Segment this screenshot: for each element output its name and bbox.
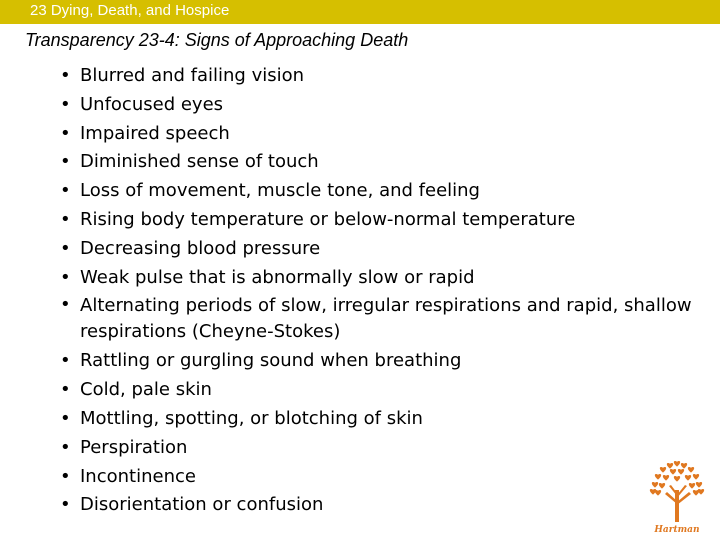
heart-tree-icon — [650, 461, 704, 522]
bullet-icon: • — [60, 208, 71, 230]
list-item — [60, 376, 700, 405]
list-item-text: Unfocused eyes — [80, 93, 224, 115]
list-item-text: Impaired speech — [80, 122, 230, 144]
heart-icon — [659, 483, 665, 489]
heart-icon — [650, 489, 656, 495]
list-item-text: Weak pulse that is abnormally slow or rapid — [80, 266, 475, 288]
list-item — [60, 120, 700, 149]
list-item — [60, 405, 700, 434]
list-item-text: Cold, pale skin — [80, 379, 212, 401]
heart-icon — [685, 475, 691, 481]
list-item — [60, 62, 700, 91]
list-item-text: Decreasing blood pressure — [80, 237, 321, 259]
heart-icon — [681, 463, 687, 469]
heart-icon — [693, 474, 699, 480]
list-item-text: Diminished sense of touch — [80, 151, 319, 173]
bullet-icon: • — [60, 151, 71, 173]
heart-icon — [689, 483, 695, 489]
heart-icon — [660, 467, 666, 473]
heart-icon — [652, 482, 658, 488]
bullet-icon: • — [60, 494, 71, 516]
list-item — [60, 434, 700, 463]
heart-icon — [698, 489, 704, 495]
logo-wordmark: Hartman — [654, 525, 700, 535]
heart-icon — [667, 463, 673, 469]
list-item-text: Incontinence — [80, 465, 196, 487]
hartman-logo — [644, 456, 710, 536]
bullet-icon: • — [60, 294, 71, 316]
list-item — [60, 235, 700, 264]
list-item — [60, 491, 700, 520]
list-item-text: Disorientation or confusion — [80, 494, 324, 516]
heart-icon — [696, 482, 702, 488]
bullet-icon: • — [60, 65, 71, 86]
bullet-list — [60, 62, 700, 520]
heart-icon — [678, 469, 684, 475]
bullet-icon: • — [60, 379, 71, 401]
list-item-text: Alternating periods of slow, irregular respirations and rapid, shallow respirations (Cheyne-Stokes) — [80, 295, 692, 343]
bullet-icon: • — [60, 407, 71, 429]
list-item-text: Rising body temperature or below-normal temperature — [80, 208, 576, 230]
slide-title: Transparency 23-4: Signs of Approaching Death — [25, 30, 409, 50]
heart-icon — [670, 469, 676, 475]
list-item — [60, 206, 700, 235]
list-item-text: Loss of movement, muscle tone, and feeling — [80, 180, 480, 202]
bullet-icon: • — [60, 465, 71, 487]
heart-icon — [674, 476, 680, 482]
list-item — [60, 347, 700, 376]
bullet-icon: • — [60, 237, 71, 259]
bullet-icon: • — [60, 350, 71, 372]
list-item — [60, 463, 700, 492]
heart-icon — [674, 461, 680, 467]
bullet-icon: • — [60, 266, 71, 288]
list-item-text: Perspiration — [80, 436, 188, 458]
list-item — [60, 91, 700, 120]
heart-icon — [688, 467, 694, 473]
list-item — [60, 264, 700, 293]
bullet-icon: • — [60, 436, 71, 458]
bullet-icon: • — [60, 93, 71, 115]
header-bar — [0, 0, 720, 24]
chapter-title: 23 Dying, Death, and Hospice — [30, 2, 230, 19]
list-item — [60, 177, 700, 206]
heart-icon — [663, 475, 669, 481]
list-item — [60, 148, 700, 177]
list-item-text: Blurred and failing vision — [80, 65, 305, 86]
bullet-icon: • — [60, 180, 71, 202]
list-item-text: Mottling, spotting, or blotching of skin — [80, 407, 423, 429]
bullet-icon: • — [60, 122, 71, 144]
heart-icon — [655, 474, 661, 480]
list-item-text: Rattling or gurgling sound when breathing — [80, 350, 462, 372]
list-item — [60, 292, 700, 347]
